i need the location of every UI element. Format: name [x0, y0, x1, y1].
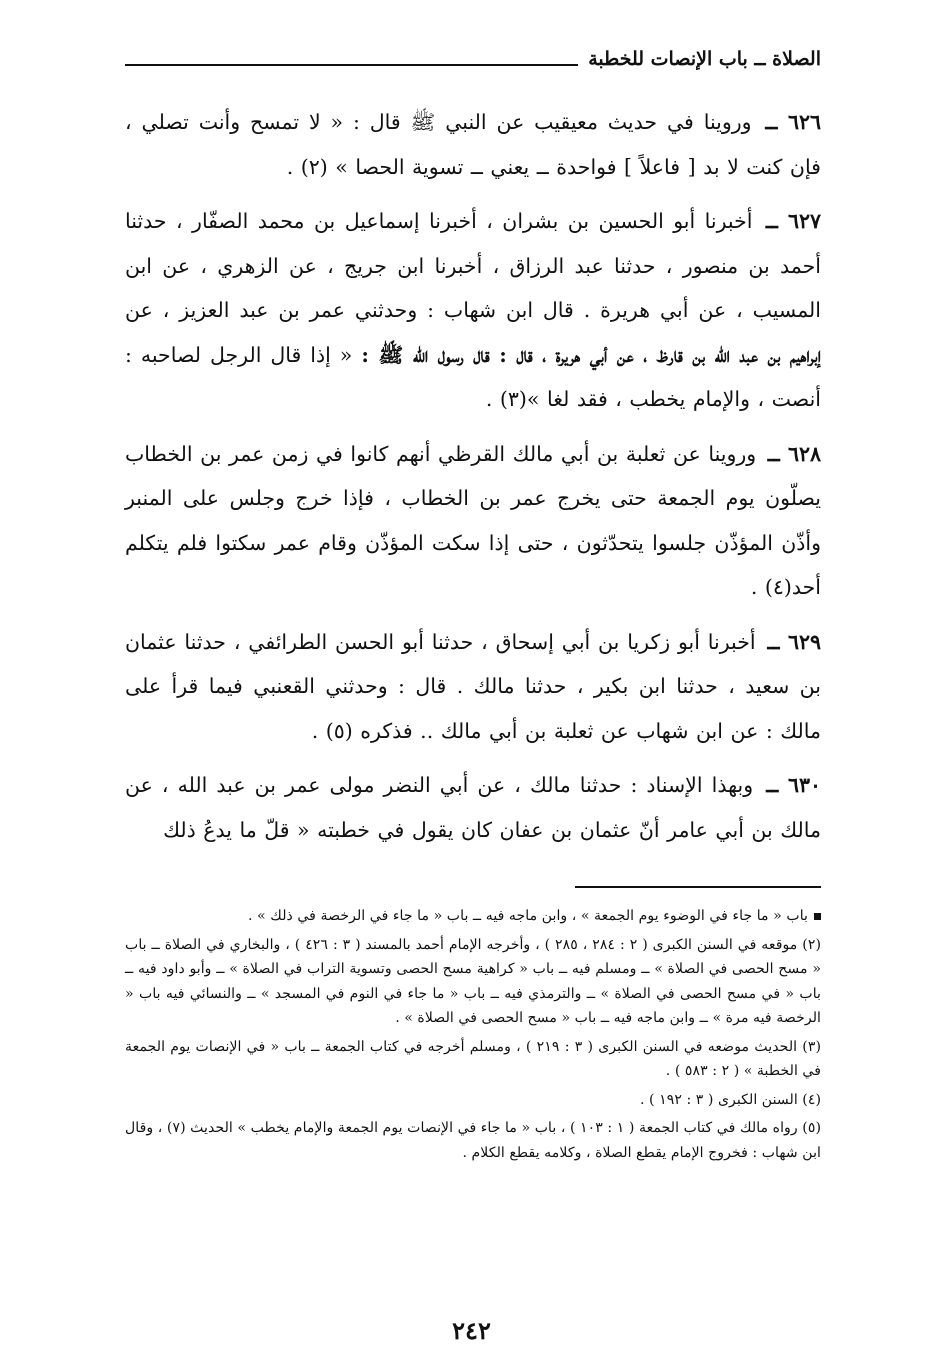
running-header	[125, 44, 821, 74]
hadith-text: وروينا في حديث معيقيب عن النبي ﷺ قال : « لا تمسح وأنت تصلي ، فإن كنت لا بد [ فاعلاً ] فواحدة ــ يعني ــ تسوية الحصا » (٢) .	[125, 110, 821, 179]
hadith-paragraph	[125, 100, 821, 189]
footnote: (٤) السنن الكبرى ( ٣ : ١٩٢ ) .	[640, 1091, 821, 1108]
hadith-number: ٦٢٦ ــ	[765, 110, 821, 134]
continuation-marker	[814, 913, 821, 920]
hadith-paragraph	[125, 432, 821, 610]
footnote-separator	[575, 886, 821, 888]
page-number: ٢٤٢	[452, 1316, 491, 1345]
hadith-tail-text: « إذا قال الرجل لصاحبه : أنصت ، والإمام يخطب ، فقد لغا »(٣) .	[125, 342, 821, 411]
hadith-text: أخبرنا أبو زكريا بن أبي إسحاق ، حدثنا أبو الحسن الطرائفي ، حدثنا عثمان بن سعيد ، حدثنا ابن بكير ، حدثنا مالك . قال : وحدثني القعنبي فيما قرأ على مالك : عن ابن شهاب عن ثعلبة بن أبي مالك .. فذكره (٥) .	[125, 629, 821, 743]
hadith-text: وبهذا الإسناد : حدثنا مالك ، عن أبي النضر مولى عمر بن عبد الله ، عن مالك بن أبي عامر أنّ عثمان بن عفان كان يقول في خطبته « قلّ ما يدعُ ذلك	[125, 773, 821, 842]
footnote-text: باب « ما جاء في الوضوء يوم الجمعة » ، وابن ماجه فيه ــ باب « ما جاء في الرخصة في ذلك » .	[248, 908, 808, 924]
hadith-number: ٦٣٠ ــ	[766, 773, 821, 797]
footnotes	[125, 904, 821, 1169]
footnote: (٣) الحديث موضعه في السنن الكبرى ( ٣ : ٢١٩ ) ، ومسلم أخرجه في كتاب الجمعة ــ باب « في الإنصات يوم الجمعة في الخطبة » ( ٢ : ٥٨٣ ) .	[125, 1038, 821, 1079]
footnote: (٢) موقعه في السنن الكبرى ( ٢ : ٢٨٤ ، ٢٨٥ ) ، وأخرجه الإمام أحمد بالمسند ( ٣ : ٤٢٦ ) ، والبخاري في الصلاة ــ باب « مسح الحصى في الصلاة » ــ ومسلم فيه ــ باب « كراهية مسح الحصى وتسوية التراب في الصلاة » ــ وأبو داود فيه ــ باب « في مسح الحصى في الصلاة » ــ والترمذي فيه ــ باب « ما جاء في النوم في المسجد » ــ والنسائي فيه باب « الرخصة فيه مرة » ــ وابن ماجه فيه ــ باب « مسح الحصى في الصلاة » .	[125, 936, 821, 1026]
hadith-text: وروينا عن ثعلبة بن أبي مالك القرظي أنهم كانوا في زمن عمر بن الخطاب يصلّون يوم الجمعة حتى يخرج عمر بن الخطاب ، فإذا خرج وجلس على المنبر وأذّن المؤذّن جلسوا يتحدّثون ، حتى إذا سكت المؤذّن وقام عمر سكتوا فلم يتكلم أحد(٤) .	[125, 441, 821, 599]
hadith-number: ٦٢٩ ــ	[767, 629, 821, 654]
hadith-text: أخبرنا أبو الحسين بن بشران ، أخبرنا إسماعيل بن محمد الصفّار ، حدثنا أحمد بن منصور ، حدثنا عبد الرزاق ، أخبرنا ابن جريج ، عن الزهري ، عن ابن المسيب ، عن أبي هريرة . قال ابن شهاب : وحدثني عمر بن عبد العزيز ، عن	[125, 209, 821, 322]
header-rule	[125, 64, 578, 66]
hadith-bold-text: إبراهيم بن عبد الله بن قارظ ، عن أبي هريرة ، قال : قال رسول الله ﷺ :	[361, 342, 821, 367]
hadith-paragraph	[125, 763, 821, 852]
footnote-continuation	[125, 904, 821, 929]
hadith-number: ٦٢٧ ــ	[765, 209, 821, 233]
main-text	[125, 100, 821, 862]
hadith-number: ٦٢٨ ــ	[767, 441, 821, 466]
hadith-paragraph	[125, 199, 821, 422]
hadith-paragraph	[125, 620, 821, 754]
header-title: الصلاة ــ باب الإنصات للخطبة	[588, 48, 821, 70]
footnote: (٥) رواه مالك في كتاب الجمعة ( ١ : ١٠٣ ) ، باب « ما جاء في الإنصات يوم الجمعة والإمام يخطب » الحديث (٧) ، وقال ابن شهاب : فخروج الإمام يقطع الصلاة ، وكلامه يقطع الكلام .	[125, 1120, 821, 1161]
